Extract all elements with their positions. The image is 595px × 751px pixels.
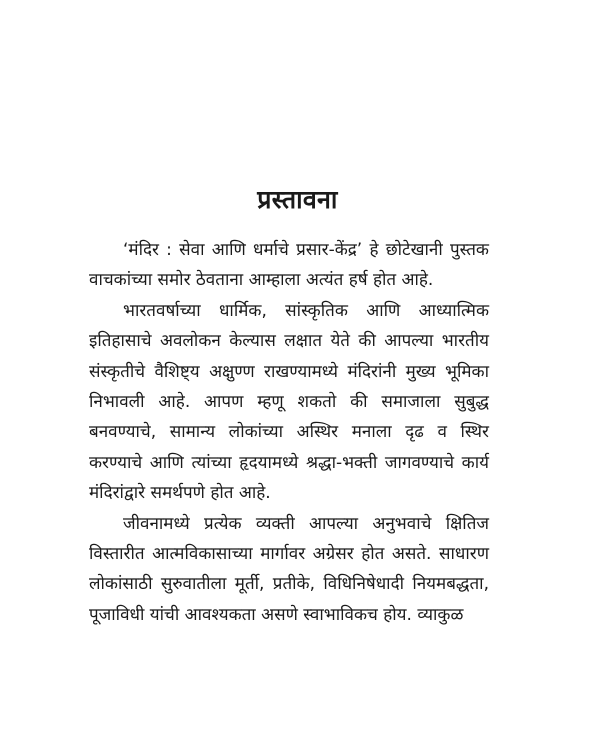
body-text bbox=[89, 235, 489, 630]
page-title: प्रस्तावना bbox=[257, 185, 338, 214]
paragraph-2: भारतवर्षाच्या धार्मिक, सांस्कृतिक आणि आध्यात्मिक इतिहासाचे अवलोकन केल्यास लक्षात येते की आपल्या भारतीय संस्कृतीचे वैशिष्ट्य अक्षुण्ण राखण्यामध्ये मंदिरांनी मुख्य भूमिका निभावली आहे. आपण म्हणू शकतो की समाजाला सुबुद्ध बनवण्याचे, सामान्य लोकांच्या अस्थिर मनाला दृढ व स्थिर करण्याचे आणि त्यांच्या हृदयामध्ये श्रद्धा-भक्ती जागवण्याचे कार्य मंदिरांद्वारे समर्थपणे होत आहे. bbox=[89, 300, 489, 504]
paragraph-1: ‘मंदिर : सेवा आणि धर्माचे प्रसार-केंद्र’ हे छोटेखानी पुस्तक वाचकांच्या समोर ठेवताना आम्हाला अत्यंत हर्ष होत आहे. bbox=[89, 240, 489, 291]
paragraph-3: जीवनामध्ये प्रत्येक व्यक्ती आपल्या अनुभवाचे क्षितिज विस्तारीत आत्मविकासाच्या मार्गावर अग्रेसर होत असते. साधारण लोकांसाठी सुरुवातीला मूर्ती, प्रतीके, विधिनिषेधादी नियमबद्धता, पूजाविधी यांची आवश्यकता असणे स्वाभाविकच होय. व्याकुळ bbox=[89, 513, 489, 625]
